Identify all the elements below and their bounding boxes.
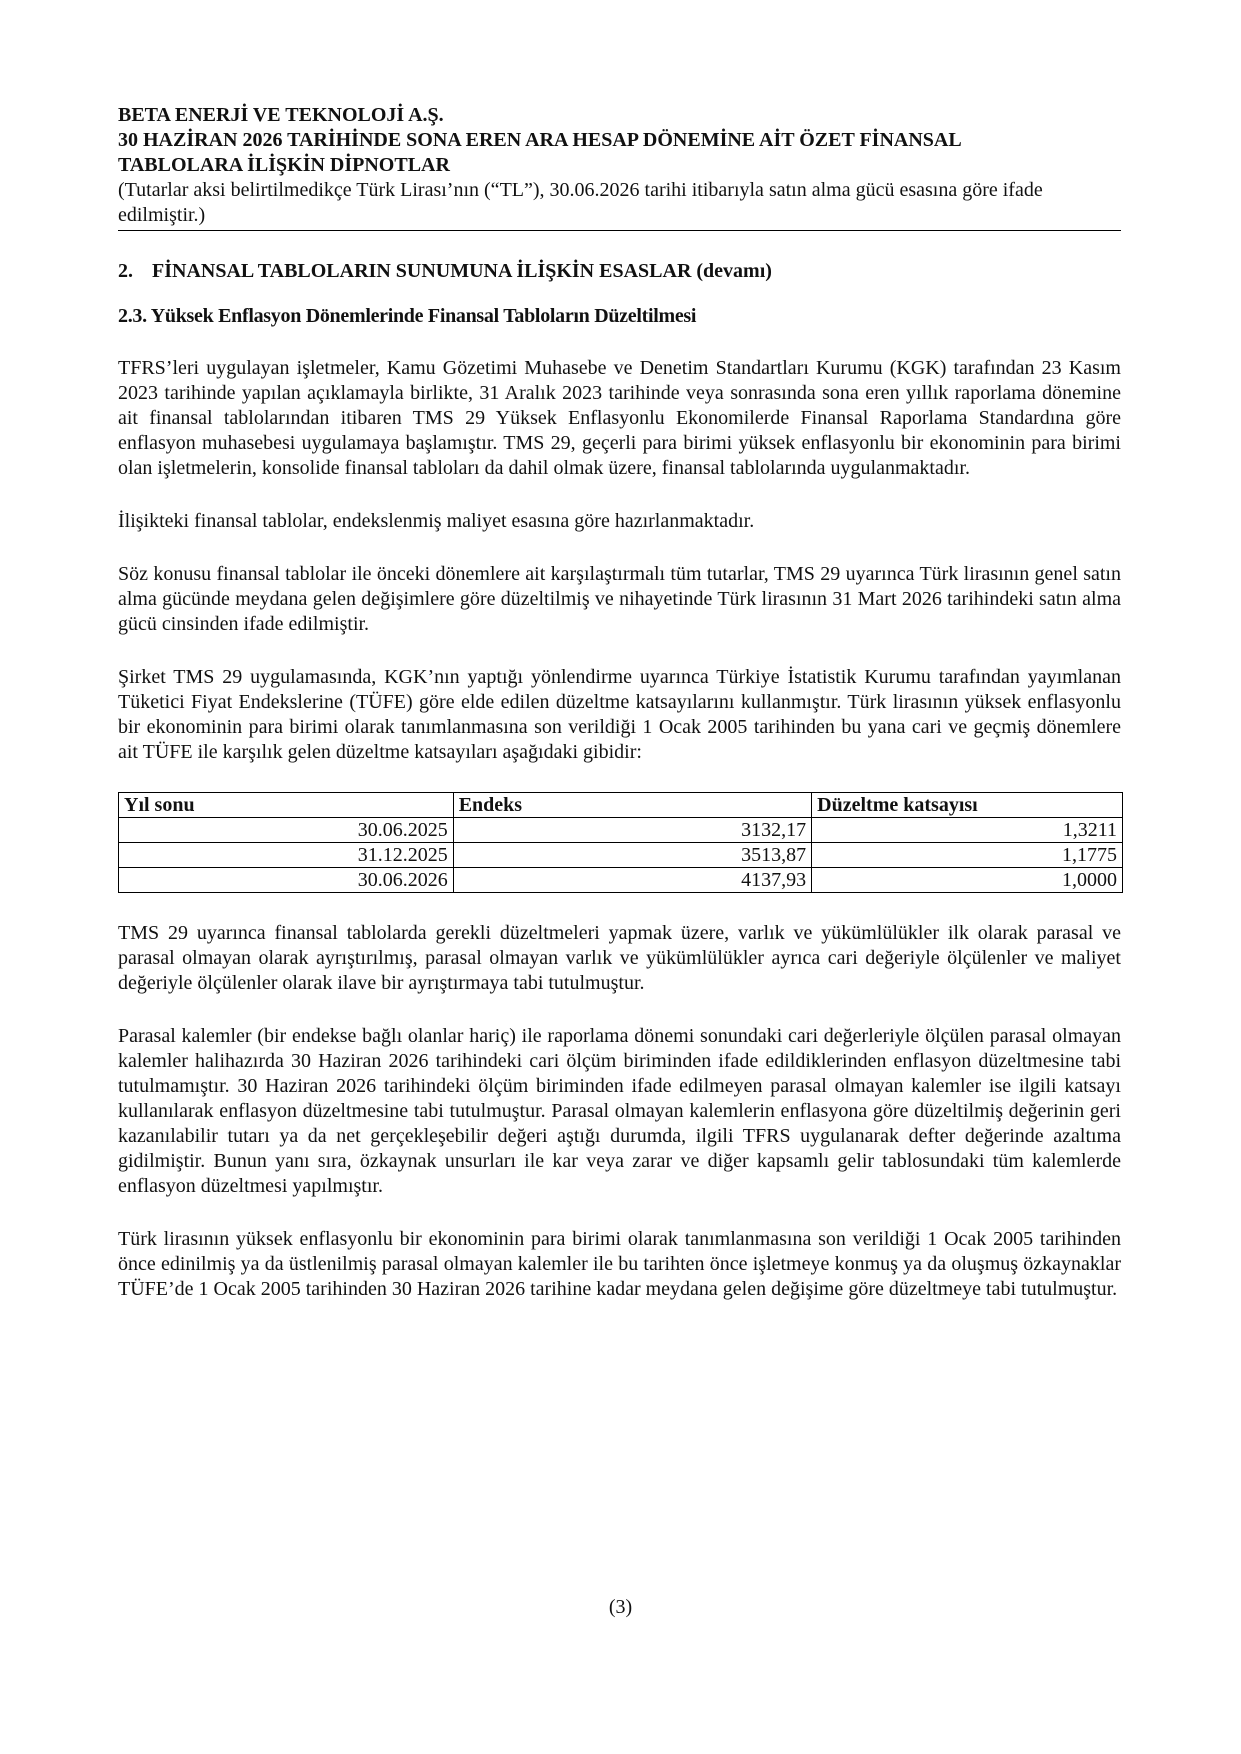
currency-note: (Tutarlar aksi belirtilmedikçe Türk Lirası’nın (“TL”), 30.06.2026 tarihi itibarıyla satın alma gücü esasına göre ifade edilmiştir.) — [118, 179, 1043, 226]
document-title-line-1: 30 HAZİRAN 2026 TARİHİNDE SONA EREN ARA HESAP DÖNEMİNE AİT ÖZET FİNANSAL — [118, 129, 962, 151]
column-header-coefficient: Düzeltme katsayısı — [812, 793, 1123, 818]
table-row — [119, 843, 1123, 868]
page-number: (3) — [608, 1596, 633, 1618]
paragraph-4: Şirket TMS 29 uygulamasında, KGK’nın yaptığı yönlendirme uyarınca Türkiye İstatistik Kurumu tarafından yayımlanan Tüketici Fiyat Endekslerine (TÜFE) göre elde edilen düzeltme katsayılarını kullanmıştır. Türk lirasının yüksek enflasyonlu bir ekonominin para birimi olarak tanımlanmasına son verildiği 1 Ocak 2005 tarihinden bu yana cari ve geçmiş dönemlere ait TÜFE ile karşılık gelen düzeltme katsayıları aşağıdaki gibidir: — [118, 666, 1121, 763]
index-table — [118, 792, 1123, 893]
document-page — [118, 103, 1121, 1302]
table-cell-coefficient: 1,1775 — [812, 843, 1123, 868]
column-header-year-end: Yıl sonu — [119, 793, 454, 818]
section-heading — [118, 259, 1121, 284]
header-divider — [118, 230, 1121, 231]
section-number: 2. — [118, 260, 133, 282]
subsection-heading: 2.3. Yüksek Enflasyon Dönemlerinde Finansal Tabloların Düzeltilmesi — [118, 305, 697, 327]
table-cell-coefficient: 1,0000 — [812, 868, 1123, 893]
table-cell-index: 3513,87 — [453, 843, 811, 868]
document-title-line-2: TABLOLARA İLİŞKİN DİPNOTLAR — [118, 154, 450, 176]
table-cell-date: 30.06.2025 — [119, 818, 454, 843]
paragraph-6: Parasal kalemler (bir endekse bağlı olanlar hariç) ile raporlama dönemi sonundaki cari değerleriyle ölçülen parasal olmayan kalemler halihazırda 30 Haziran 2026 tarihindeki cari ölçüm biriminden ifade edildiklerinden enflasyon düzeltmesine tabi tutulmamıştır. 30 Haziran 2026 tarihindeki ölçüm biriminden ifade edilmeyen parasal olmayan kalemler ise ilgili katsayı kullanılarak enflasyon düzeltmesine tabi tutulmuştur. Parasal olmayan kalemlerin enflasyona göre düzeltilmiş değerinin geri kazanılabilir tutarı ya da net gerçekleşebilir değeri aştığı durumda, ilgili TFRS uygulanarak defter değerinde azaltıma gidilmiştir. Bunun yanı sıra, özkaynak unsurları ile kar veya zarar ve diğer kapsamlı gelir tablosundaki tüm kalemlerde enflasyon düzeltmesi yapılmıştır. — [118, 1025, 1121, 1197]
paragraph-5: TMS 29 uyarınca finansal tablolarda gerekli düzeltmeleri yapmak üzere, varlık ve yükümlülükler ilk olarak parasal ve parasal olmayan olarak ayrıştırılmış, parasal olmayan varlık ve yükümlülükler ayrıca cari değeriyle ölçülenler ve maliyet değeriyle ölçülenler olarak ilave bir ayrıştırmaya tabi tutulmuştur. — [118, 922, 1121, 994]
table-header-row — [119, 793, 1123, 818]
company-name: BETA ENERJİ VE TEKNOLOJİ A.Ş. — [118, 104, 444, 126]
paragraph-7: Türk lirasının yüksek enflasyonlu bir ekonominin para birimi olarak tanımlanmasına son verildiği 1 Ocak 2005 tarihinden önce edinilmiş ya da üstlenilmiş parasal olmayan kalemler ile bu tarihten önce işletmeye konmuş ya da oluşmuş özkaynaklar TÜFE’de 1 Ocak 2005 tarihinden 30 Haziran 2026 tarihine kadar meydana gelen değişime göre düzeltmeye tabi tutulmuştur. — [118, 1228, 1121, 1300]
table-row — [119, 818, 1123, 843]
table-cell-date: 30.06.2026 — [119, 868, 454, 893]
column-header-index: Endeks — [453, 793, 811, 818]
paragraph-3: Söz konusu finansal tablolar ile önceki dönemlere ait karşılaştırmalı tüm tutarlar, TMS 29 uyarınca Türk lirasının genel satın alma gücünde meydana gelen değişimlere göre düzeltilmiş ve nihayetinde Türk lirasının 31 Mart 2026 tarihindeki satın alma gücü cinsinden ifade edilmiştir. — [118, 563, 1121, 635]
paragraph-1: TFRS’leri uygulayan işletmeler, Kamu Gözetimi Muhasebe ve Denetim Standartları Kurumu (KGK) tarafından 23 Kasım 2023 tarihinde yapılan açıklamayla birlikte, 31 Aralık 2023 tarihinde veya sonrasında sona eren yıllık raporlama dönemine ait finansal tablolarından itibaren TMS 29 Yüksek Enflasyonlu Ekonomilerde Finansal Raporlama Standardına göre enflasyon muhasebesi uygulamaya başlamıştır. TMS 29, geçerli para birimi yüksek enflasyonlu bir ekonominin para birimi olan işletmelerin, konsolide finansal tabloları da dahil olmak üzere, finansal tablolarında uygulanmaktadır. — [118, 357, 1121, 479]
table-row — [119, 868, 1123, 893]
section-title: FİNANSAL TABLOLARIN SUNUMUNA İLİŞKİN ESASLAR (devamı) — [152, 260, 772, 282]
table-cell-index: 4137,93 — [453, 868, 811, 893]
paragraph-2: İlişikteki finansal tablolar, endekslenmiş maliyet esasına göre hazırlanmaktadır. — [118, 510, 755, 532]
table-cell-coefficient: 1,3211 — [812, 818, 1123, 843]
table-cell-index: 3132,17 — [453, 818, 811, 843]
table-cell-date: 31.12.2025 — [119, 843, 454, 868]
